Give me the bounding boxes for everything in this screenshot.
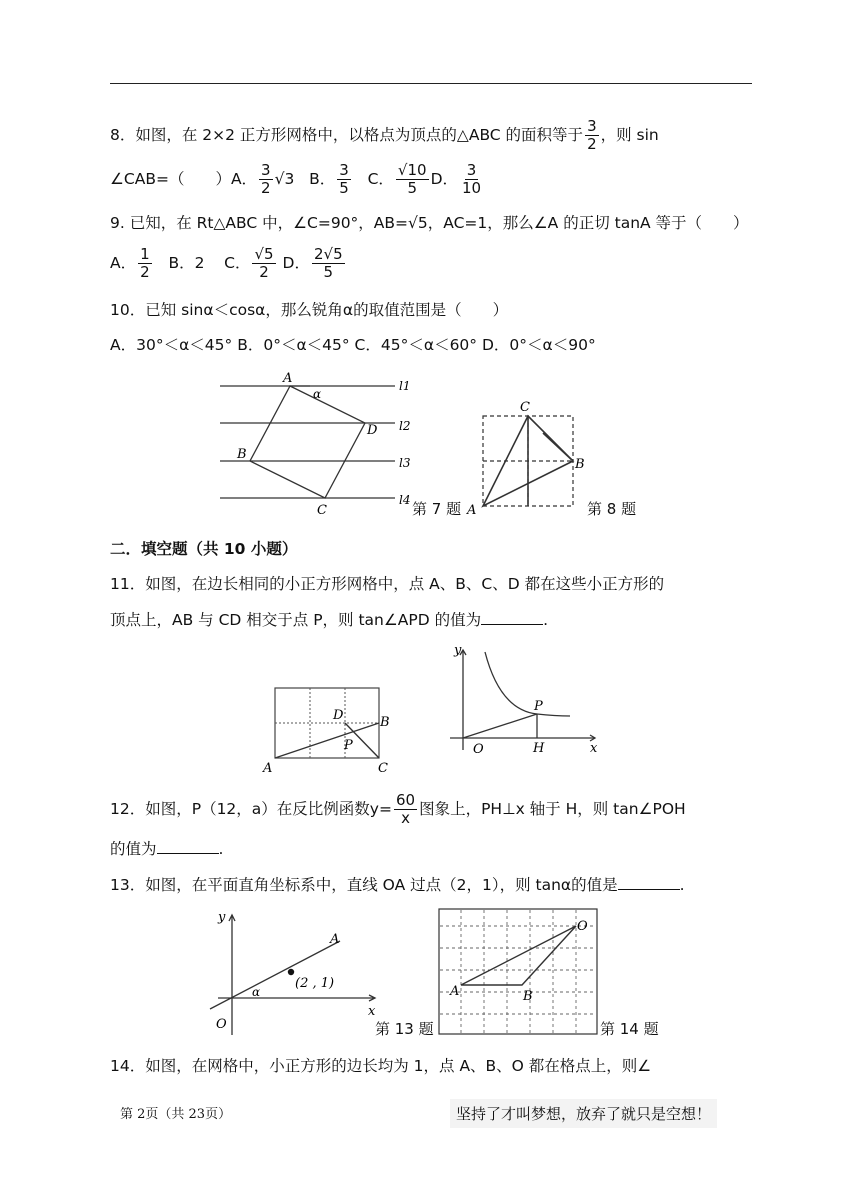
svg-text:D: D	[333, 708, 344, 723]
svg-text:A: A	[283, 371, 293, 386]
svg-text:l4: l4	[399, 493, 411, 507]
svg-text:P: P	[534, 699, 543, 714]
svg-text:x: x	[590, 741, 598, 755]
point-2-1	[288, 969, 294, 975]
question-11-line-1: 11．如图，在边长相同的小正方形网格中，点 A、B、C、D 都在这些小正方形的	[110, 575, 665, 593]
figure-14	[438, 908, 600, 1036]
svg-text:B: B	[575, 457, 585, 472]
svg-text:B: B	[380, 715, 390, 730]
option-b-fraction: $\frac{3}{5}$	[339, 161, 349, 197]
question-11-line-2: 顶点上，AB 与 CD 相交于点 P，则 tan∠APD 的值为 .	[110, 611, 549, 629]
svg-text:α: α	[252, 985, 261, 999]
figure-11	[260, 680, 400, 775]
svg-text:A: A	[330, 932, 340, 947]
svg-text:B: B	[237, 447, 247, 462]
option-a-fraction: $\frac{3}{2}$	[261, 161, 271, 197]
svg-text:H: H	[533, 741, 545, 755]
svg-text:A: A	[263, 761, 273, 775]
figure-13-caption: 第 13 题	[375, 1020, 434, 1038]
svg-text:C: C	[520, 400, 530, 415]
svg-text:l3: l3	[399, 456, 411, 470]
svg-text:C: C	[378, 761, 388, 775]
svg-text:x: x	[368, 1004, 376, 1019]
section-title: 二．填空题（共 10 小题）	[110, 540, 298, 558]
question-12-line-2: 的值为 .	[110, 840, 224, 858]
svg-text:l1: l1	[399, 379, 411, 393]
svg-text:α: α	[313, 387, 322, 401]
svg-text:O: O	[577, 919, 588, 934]
figure-13	[200, 905, 390, 1045]
question-10-line-1: 10．已知 sinα＜cosα，那么锐角α的取值范围是（ ）	[110, 301, 509, 319]
question-14-line-1: 14．如图，在网格中，小正方形的边长均为 1，点 A、B、O 都在格点上，则∠	[110, 1057, 652, 1075]
figure-7	[210, 368, 480, 518]
figure-7-caption: 第 7 题	[412, 500, 462, 518]
function-fraction: $\frac{60}{x}$	[395, 791, 416, 827]
svg-text:y: y	[218, 910, 226, 925]
question-8-options: ∠CAB=（ ）A． $\frac{3}{2}$ √3 B． $\frac{3}{5}$ C． $\frac{√10}{5}$ D． $\frac{3}{10}$	[110, 161, 482, 197]
svg-text:y: y	[454, 643, 462, 658]
option-c-fraction: $\frac{√10}{5}$	[397, 161, 427, 197]
svg-text:D: D	[367, 423, 378, 438]
option-d-fraction: $\frac{3}{10}$	[462, 161, 482, 197]
svg-text:O: O	[473, 742, 484, 755]
svg-text:O: O	[216, 1017, 227, 1032]
header-rule	[110, 83, 752, 84]
svg-text:A: A	[450, 984, 460, 999]
figure-12	[445, 640, 610, 755]
question-12-line-1: 12．如图，P（12，a）在反比例函数y= $\frac{60}{x}$ 图象上，PH⊥x 轴于 H，则 tan∠POH	[110, 791, 686, 827]
question-10-options: A．30°＜α＜45° B．0°＜α＜45° C．45°＜α＜60° D．0°＜α＜90°	[110, 336, 596, 354]
answer-blank-11[interactable]	[481, 610, 543, 625]
question-13-line-1: 13．如图，在平面直角坐标系中，直线 OA 过点（2，1），则 tanα的值是 .	[110, 876, 685, 894]
footer-motto: 坚持了才叫梦想，放弃了就只是空想！	[450, 1099, 717, 1128]
svg-text:P: P	[344, 738, 353, 753]
svg-text:A: A	[467, 503, 477, 516]
figure-8-caption: 第 8 题	[587, 500, 637, 518]
figure-8	[465, 398, 590, 516]
svg-text:C: C	[317, 503, 327, 518]
svg-text:B: B	[523, 989, 533, 1004]
question-9-line-1: 9. 已知，在 Rt△ABC 中，∠C=90°，AB=√5，AC=1，那么∠A 的正切 tanA 等于（ ）	[110, 214, 749, 232]
page-number: 第 2页（共 23页）	[120, 1107, 232, 1122]
area-fraction: $\frac{3}{2}$	[587, 117, 597, 153]
question-8-line-1: 8．如图，在 2×2 正方形网格中，以格点为顶点的△ABC 的面积等于 $\frac{3}{2}$ ，则 sin	[110, 117, 659, 153]
svg-text:(2 , 1): (2 , 1)	[295, 976, 335, 991]
answer-blank-13[interactable]	[618, 875, 680, 890]
question-9-options: A． $\frac{1}{2}$ B．2 C． $\frac{√5}{2}$ D． $\frac{2√5}{5}$	[110, 245, 343, 281]
answer-blank-12[interactable]	[157, 839, 219, 854]
figure-14-caption: 第 14 题	[600, 1020, 659, 1038]
svg-text:l2: l2	[399, 419, 411, 433]
